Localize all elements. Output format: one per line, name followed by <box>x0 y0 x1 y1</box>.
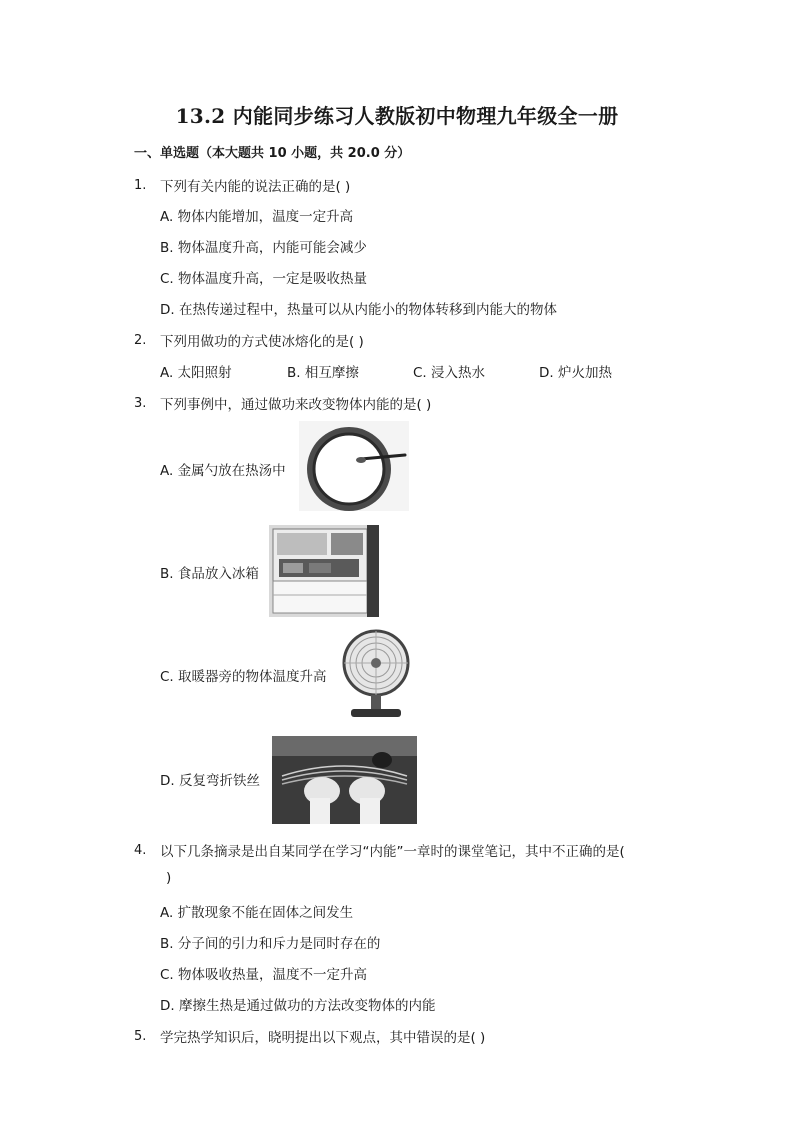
question-2-option-c[interactable]: C. 浸入热水 <box>413 365 486 381</box>
question-1-option-b[interactable]: B. 物体温度升高，内能可能会减少 <box>160 240 367 256</box>
question-1-option-a[interactable]: A. 物体内能增加，温度一定升高 <box>160 209 354 225</box>
question-3-option-a[interactable]: A. 金属勺放在热汤中 <box>160 463 286 479</box>
page-title: 13.2 内能同步练习人教版初中物理九年级全一册 <box>175 104 619 128</box>
question-1-option-d[interactable]: D. 在热传递过程中，热量可以从内能小的物体转移到内能大的物体 <box>160 302 557 318</box>
fridge-food-image <box>269 525 379 617</box>
question-1-stem: 下列有关内能的说法正确的是( ) <box>160 179 351 195</box>
question-2-number: 2. <box>134 333 147 348</box>
section-heading: 一、单选题（本大题共 10 小题，共 20.0 分） <box>134 146 411 161</box>
question-4-option-b[interactable]: B. 分子间的引力和斥力是同时存在的 <box>160 936 381 952</box>
question-3-option-c[interactable]: C. 取暖器旁的物体温度升高 <box>160 669 327 685</box>
hot-soup-spoon-image <box>299 421 409 511</box>
question-4-stem-continuation: ) <box>166 870 172 886</box>
question-3-stem: 下列事例中，通过做功来改变物体内能的是( ) <box>160 397 432 413</box>
question-2-option-d[interactable]: D. 炉火加热 <box>539 365 612 381</box>
question-1-option-c[interactable]: C. 物体温度升高，一定是吸收热量 <box>160 271 368 287</box>
question-5-stem: 学完热学知识后，晓明提出以下观点，其中错误的是( ) <box>160 1030 486 1046</box>
question-2-stem: 下列用做功的方式使冰熔化的是( ) <box>160 334 364 350</box>
bending-wire-image <box>272 736 417 824</box>
question-3-number: 3. <box>134 396 147 411</box>
question-2-option-b[interactable]: B. 相互摩擦 <box>287 365 359 381</box>
question-4-option-a[interactable]: A. 扩散现象不能在固体之间发生 <box>160 905 354 921</box>
question-2-option-a[interactable]: A. 太阳照射 <box>160 365 232 381</box>
question-1-number: 1. <box>134 178 147 193</box>
question-3-option-d[interactable]: D. 反复弯折铁丝 <box>160 773 260 789</box>
question-5-number: 5. <box>134 1029 147 1044</box>
question-4-stem: 以下几条摘录是出自某同学在学习“内能”一章时的课堂笔记，其中不正确的是( <box>160 844 625 860</box>
heater-image <box>341 627 411 721</box>
question-4-option-c[interactable]: C. 物体吸收热量，温度不一定升高 <box>160 967 368 983</box>
question-4-number: 4. <box>134 843 147 858</box>
question-3-option-b[interactable]: B. 食品放入冰箱 <box>160 566 259 582</box>
question-4-option-d[interactable]: D. 摩擦生热是通过做功的方法改变物体的内能 <box>160 998 436 1014</box>
